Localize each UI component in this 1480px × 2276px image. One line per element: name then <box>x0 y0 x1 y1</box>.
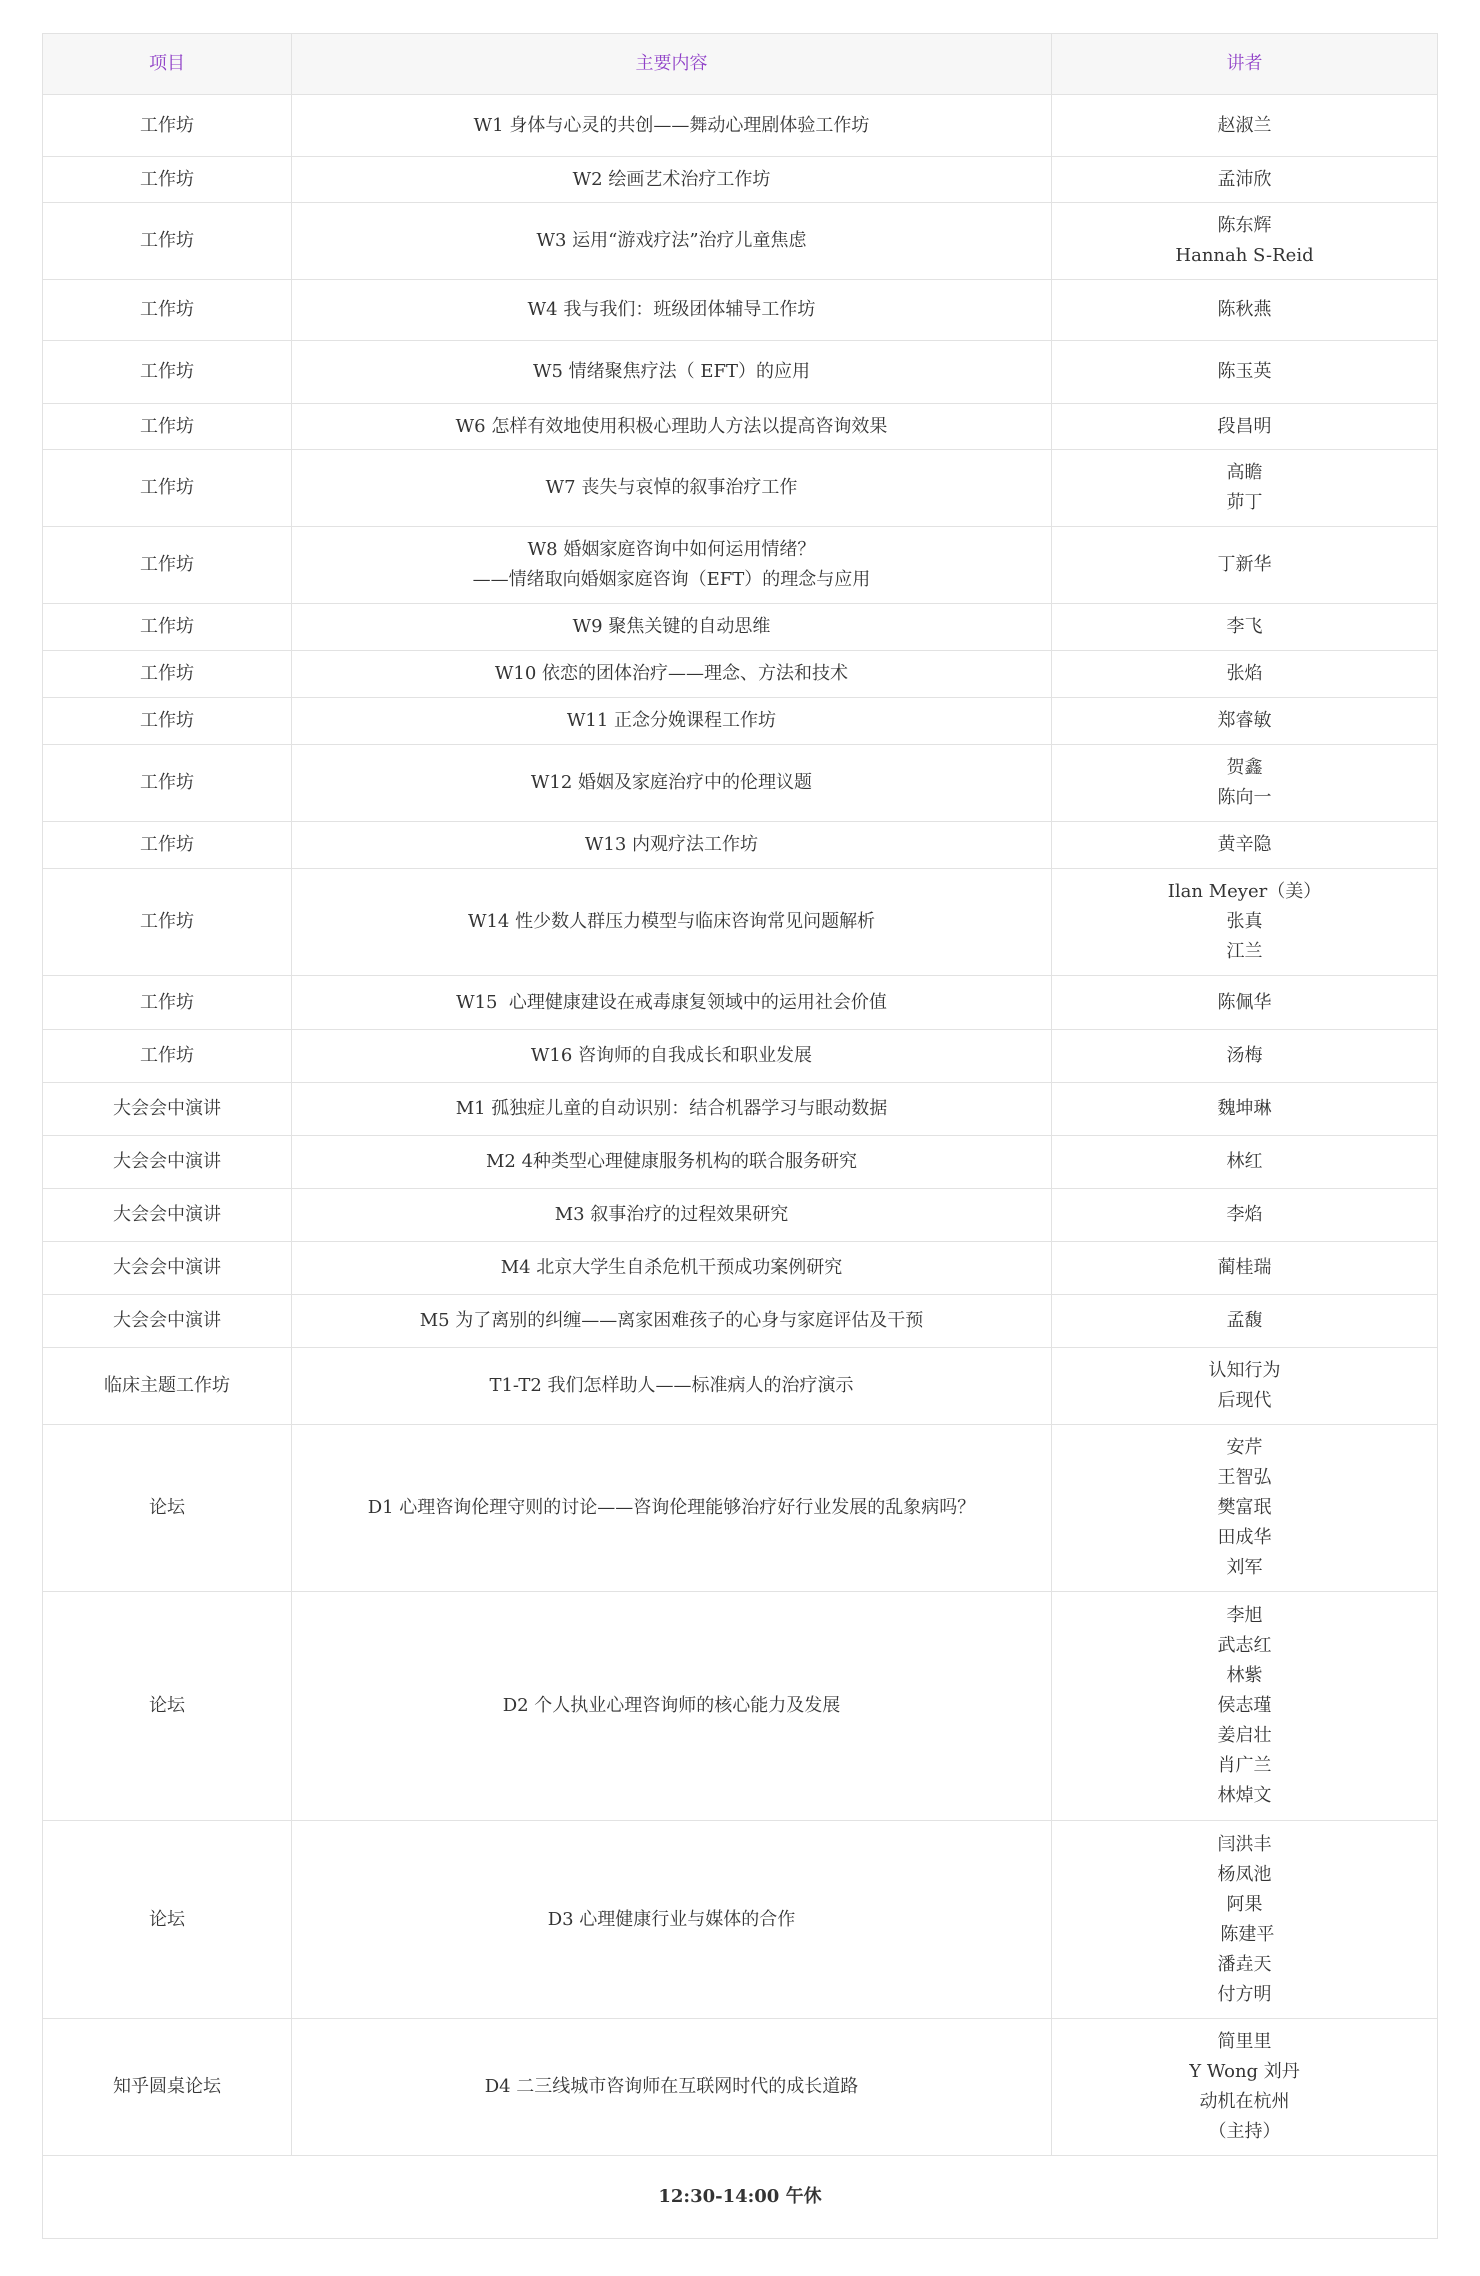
row-speaker-cell <box>1052 869 1438 976</box>
speaker-name: 王智弘 <box>1217 1467 1272 1488</box>
speaker-name: 江兰 <box>1226 941 1263 962</box>
row-content-cell <box>292 95 1052 157</box>
row-type-cell: 临床主题工作坊 <box>43 1348 292 1425</box>
row-content-cell <box>292 1425 1052 1592</box>
row-speaker-cell <box>1052 450 1438 527</box>
speaker-name: 蔺桂瑞 <box>1217 1257 1272 1278</box>
speaker-name: 陈秋燕 <box>1217 299 1272 320</box>
table-row <box>43 1592 1438 1821</box>
content-line: M1 孤独症儿童的自动识别：结合机器学习与眼动数据 <box>455 1098 888 1119</box>
row-content-cell <box>292 698 1052 745</box>
speaker-name: 杨凤池 <box>1217 1863 1272 1885</box>
header-speaker: 讲者 <box>1052 34 1438 95</box>
speaker-name: 后现代 <box>1217 1390 1272 1411</box>
table-row <box>43 698 1438 745</box>
speaker-name: 安芹 <box>1226 1437 1263 1458</box>
row-type-cell: 工作坊 <box>43 157 292 203</box>
table-row <box>43 1425 1438 1592</box>
speaker-name: 林紫 <box>1226 1665 1263 1686</box>
row-type-cell: 工作坊 <box>43 280 292 341</box>
table-header <box>43 34 1438 95</box>
row-content-cell <box>292 869 1052 976</box>
content-line: W13 内观疗法工作坊 <box>584 834 759 855</box>
footer-row <box>43 2156 1438 2239</box>
speaker-name: 陈建平 <box>1214 1923 1275 1945</box>
header-content: 主要内容 <box>292 34 1052 95</box>
speaker-name: 张焰 <box>1226 663 1263 684</box>
speaker-name: 陈佩华 <box>1217 991 1272 1013</box>
row-content-cell <box>292 1242 1052 1295</box>
speaker-name: 肖广兰 <box>1217 1755 1272 1776</box>
speaker-name: 认知行为 <box>1208 1360 1281 1381</box>
table-row <box>43 976 1438 1030</box>
table-row <box>43 157 1438 203</box>
row-content-cell <box>292 745 1052 822</box>
row-speaker-cell <box>1052 404 1438 450</box>
row-content-cell <box>292 1189 1052 1242</box>
speaker-name: 张真 <box>1226 911 1263 932</box>
speaker-name: 孟馥 <box>1226 1310 1263 1331</box>
content-line: W1 身体与心灵的共创——舞动心理剧体验工作坊 <box>473 114 870 136</box>
table-row <box>43 604 1438 651</box>
row-type-cell: 论坛 <box>43 1592 292 1821</box>
speaker-name: Hannah S-Reid <box>1175 245 1314 266</box>
row-type-cell: 工作坊 <box>43 203 292 280</box>
row-content-cell <box>292 404 1052 450</box>
table-row <box>43 203 1438 280</box>
row-content-cell <box>292 1592 1052 1821</box>
speaker-name: 李旭 <box>1226 1605 1263 1626</box>
table-row <box>43 1242 1438 1295</box>
speaker-name: 李焰 <box>1226 1204 1263 1225</box>
content-line: W11 正念分娩课程工作坊 <box>566 710 777 731</box>
row-type-cell: 大会会中演讲 <box>43 1083 292 1136</box>
row-content-cell <box>292 1821 1052 2019</box>
row-content-cell <box>292 2019 1052 2156</box>
speaker-name: 孟沛欣 <box>1217 168 1272 190</box>
speaker-name: Ilan Meyer（美） <box>1167 881 1322 902</box>
speaker-name: Y Wong 刘丹 <box>1189 2061 1300 2082</box>
speaker-name: 樊富珉 <box>1217 1497 1272 1518</box>
row-content-cell <box>292 1083 1052 1136</box>
schedule-table <box>42 33 1438 2239</box>
content-line: M5 为了离别的纠缠——离家困难孩子的心身与家庭评估及干预 <box>419 1310 924 1331</box>
speaker-name: 李飞 <box>1226 616 1263 637</box>
row-type-cell: 工作坊 <box>43 976 292 1030</box>
row-speaker-cell <box>1052 1242 1438 1295</box>
speaker-name: 简里里 <box>1217 2031 1272 2052</box>
content-line: D1 心理咨询伦理守则的讨论——咨询伦理能够治疗好行业发展的乱象病吗？ <box>367 1497 976 1518</box>
row-content-cell <box>292 157 1052 203</box>
speaker-name: 刘军 <box>1226 1557 1263 1578</box>
table-row <box>43 1083 1438 1136</box>
speaker-name: 贺鑫 <box>1226 757 1263 778</box>
table-row <box>43 1295 1438 1348</box>
content-line: W5 情绪聚焦疗法（ EFT）的应用 <box>532 361 811 382</box>
table-row <box>43 95 1438 157</box>
speaker-name: 闫洪丰 <box>1217 1833 1272 1855</box>
speaker-name: 郑睿敏 <box>1217 710 1272 731</box>
content-line: D2 个人执业心理咨询师的核心能力及发展 <box>502 1695 841 1716</box>
speaker-name: 赵淑兰 <box>1217 114 1272 136</box>
row-speaker-cell <box>1052 527 1438 604</box>
row-type-cell: 论坛 <box>43 1821 292 2019</box>
speaker-name: 高瞻 <box>1226 462 1263 483</box>
row-content-cell <box>292 203 1052 280</box>
content-line: W6 怎样有效地使用积极心理助人方法以提高咨询效果 <box>455 415 888 437</box>
row-content-cell <box>292 280 1052 341</box>
row-content-cell <box>292 822 1052 869</box>
speaker-name: 陈玉英 <box>1217 361 1272 382</box>
schedule-table-container <box>42 33 1437 2239</box>
row-type-cell: 工作坊 <box>43 604 292 651</box>
row-speaker-cell <box>1052 2019 1438 2156</box>
table-row <box>43 1136 1438 1189</box>
content-line: W4 我与我们：班级团体辅导工作坊 <box>527 299 816 320</box>
row-type-cell: 工作坊 <box>43 95 292 157</box>
row-type-cell: 工作坊 <box>43 527 292 604</box>
row-type-cell: 工作坊 <box>43 745 292 822</box>
content-line: W3 运用“游戏疗法”治疗儿童焦虑 <box>536 230 807 251</box>
table-row <box>43 450 1438 527</box>
speaker-name: 陈东辉 <box>1217 215 1272 236</box>
row-type-cell: 大会会中演讲 <box>43 1295 292 1348</box>
row-content-cell <box>292 651 1052 698</box>
row-speaker-cell <box>1052 976 1438 1030</box>
row-speaker-cell <box>1052 1821 1438 2019</box>
row-type-cell: 工作坊 <box>43 404 292 450</box>
content-line: ——情绪取向婚姻家庭咨询（EFT）的理念与应用 <box>472 569 871 590</box>
row-type-cell: 工作坊 <box>43 869 292 976</box>
speaker-name: 动机在杭州 <box>1199 2091 1290 2112</box>
table-row <box>43 1189 1438 1242</box>
row-speaker-cell <box>1052 651 1438 698</box>
speaker-name: 付方明 <box>1217 1983 1272 2005</box>
table-footer <box>43 2156 1438 2239</box>
content-line: W10 依恋的团体治疗——理念、方法和技术 <box>494 663 849 684</box>
row-type-cell: 工作坊 <box>43 698 292 745</box>
row-type-cell: 知乎圆桌论坛 <box>43 2019 292 2156</box>
speaker-name: 黄辛隐 <box>1217 834 1272 855</box>
speaker-name: 段昌明 <box>1217 415 1272 437</box>
row-content-cell <box>292 1136 1052 1189</box>
row-speaker-cell <box>1052 1592 1438 1821</box>
row-type-cell: 工作坊 <box>43 651 292 698</box>
speaker-name: 陈向一 <box>1217 787 1272 808</box>
table-row <box>43 869 1438 976</box>
speaker-name: 姜启壮 <box>1217 1725 1272 1746</box>
speaker-name: 武志红 <box>1217 1635 1272 1656</box>
speaker-name: （主持） <box>1208 2121 1281 2142</box>
table-row <box>43 280 1438 341</box>
row-content-cell <box>292 604 1052 651</box>
row-speaker-cell <box>1052 822 1438 869</box>
table-row <box>43 1030 1438 1083</box>
content-line: W8 婚姻家庭咨询中如何运用情绪？ <box>527 539 816 560</box>
table-row <box>43 527 1438 604</box>
row-speaker-cell <box>1052 1136 1438 1189</box>
speaker-name: 田成华 <box>1217 1527 1272 1548</box>
table-row <box>43 2019 1438 2156</box>
row-speaker-cell <box>1052 1295 1438 1348</box>
row-type-cell: 大会会中演讲 <box>43 1189 292 1242</box>
row-speaker-cell <box>1052 1425 1438 1592</box>
row-type-cell: 大会会中演讲 <box>43 1242 292 1295</box>
row-type-cell: 工作坊 <box>43 822 292 869</box>
header-type: 项目 <box>43 34 292 95</box>
speaker-name: 汤梅 <box>1226 1045 1263 1066</box>
header-row <box>43 34 1438 95</box>
content-line: T1-T2 我们怎样助人——标准病人的治疗演示 <box>489 1375 854 1396</box>
lunch-break-cell: 12:30-14:00 午休 <box>43 2156 1438 2239</box>
table-row <box>43 745 1438 822</box>
row-content-cell <box>292 1295 1052 1348</box>
row-speaker-cell <box>1052 280 1438 341</box>
row-content-cell <box>292 450 1052 527</box>
speaker-name: 魏坤琳 <box>1217 1098 1272 1119</box>
row-speaker-cell <box>1052 1189 1438 1242</box>
content-line: W2 绘画艺术治疗工作坊 <box>572 168 771 190</box>
row-type-cell: 工作坊 <box>43 341 292 404</box>
row-speaker-cell <box>1052 604 1438 651</box>
row-content-cell <box>292 527 1052 604</box>
content-line: D3 心理健康行业与媒体的合作 <box>547 1908 796 1930</box>
speaker-name: 丁新华 <box>1217 554 1272 575</box>
table-row <box>43 1821 1438 2019</box>
row-speaker-cell <box>1052 341 1438 404</box>
content-line: W16 咨询师的自我成长和职业发展 <box>530 1045 813 1066</box>
content-line: W15 心理健康建设在戒毒康复领域中的运用社会价值 <box>456 991 887 1013</box>
table-row <box>43 651 1438 698</box>
row-content-cell <box>292 976 1052 1030</box>
content-line: D4 二三线城市咨询师在互联网时代的成长道路 <box>484 2076 859 2097</box>
content-line: M2 4种类型心理健康服务机构的联合服务研究 <box>485 1151 858 1172</box>
row-speaker-cell <box>1052 157 1438 203</box>
speaker-name: 茆丁 <box>1226 492 1263 513</box>
row-speaker-cell <box>1052 1030 1438 1083</box>
speaker-name: 林焯文 <box>1217 1785 1272 1806</box>
table-row <box>43 1348 1438 1425</box>
row-speaker-cell <box>1052 745 1438 822</box>
row-speaker-cell <box>1052 698 1438 745</box>
content-line: W7 丧失与哀悼的叙事治疗工作 <box>545 477 798 498</box>
table-row <box>43 822 1438 869</box>
content-line: M3 叙事治疗的过程效果研究 <box>554 1204 789 1225</box>
speaker-name: 阿果 <box>1226 1893 1263 1915</box>
speaker-name: 侯志瑾 <box>1217 1695 1272 1716</box>
content-line: W14 性少数人群压力模型与临床咨询常见问题解析 <box>467 911 876 932</box>
content-line: W9 聚焦关键的自动思维 <box>572 616 771 637</box>
row-content-cell <box>292 341 1052 404</box>
table-row <box>43 341 1438 404</box>
content-line: W12 婚姻及家庭治疗中的伦理议题 <box>530 772 813 793</box>
row-type-cell: 工作坊 <box>43 1030 292 1083</box>
row-speaker-cell <box>1052 203 1438 280</box>
row-speaker-cell <box>1052 1083 1438 1136</box>
row-type-cell: 大会会中演讲 <box>43 1136 292 1189</box>
speaker-name: 潘垚天 <box>1217 1953 1272 1975</box>
row-speaker-cell <box>1052 1348 1438 1425</box>
speaker-name: 林红 <box>1226 1151 1263 1172</box>
content-line: M4 北京大学生自杀危机干预成功案例研究 <box>500 1257 843 1278</box>
table-row <box>43 404 1438 450</box>
row-content-cell <box>292 1348 1052 1425</box>
row-content-cell <box>292 1030 1052 1083</box>
row-type-cell: 论坛 <box>43 1425 292 1592</box>
table-body <box>43 95 1438 2156</box>
row-speaker-cell <box>1052 95 1438 157</box>
row-type-cell: 工作坊 <box>43 450 292 527</box>
